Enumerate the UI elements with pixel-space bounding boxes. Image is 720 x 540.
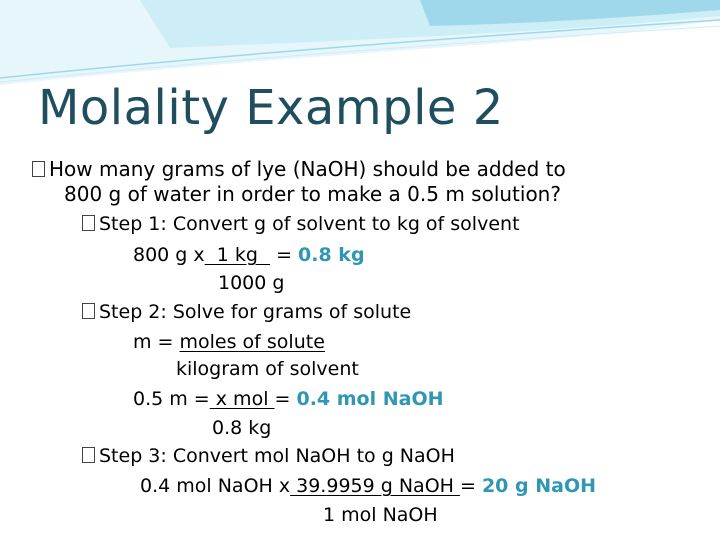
bullet-box-icon: [82, 303, 95, 319]
step1-equation: 800 g x 1 kg = 0.8 kg: [133, 244, 365, 266]
bullet-box-icon: [82, 447, 95, 463]
step2-answer: 0.4 mol NaOH: [296, 388, 444, 410]
step1-label: Step 1: Convert g of solvent to kg of solvent: [82, 212, 520, 236]
header-wave-decoration: [0, 0, 720, 90]
step3-denominator: 1 mol NaOH: [323, 504, 438, 526]
step1-answer: 0.8 kg: [298, 244, 365, 266]
question-line-2: 800 g of water in order to make a 0.5 m solution?: [64, 182, 561, 206]
step2-formula-denominator: kilogram of solvent: [176, 358, 359, 380]
slide-title: Molality Example 2: [38, 80, 504, 136]
step2-denominator: 0.8 kg: [212, 417, 272, 439]
bullet-box-icon: [82, 215, 95, 231]
step2-formula: m = moles of solute: [133, 331, 325, 353]
step2-label: Step 2: Solve for grams of solute: [82, 300, 411, 324]
step3-answer: 20 g NaOH: [481, 475, 596, 497]
bullet-box-icon: [32, 161, 45, 177]
step2-equation: 0.5 m = x mol = 0.4 mol NaOH: [133, 388, 444, 410]
step3-equation: 0.4 mol NaOH x 39.9959 g NaOH = 20 g NaOH: [140, 475, 596, 497]
question-line-1: How many grams of lye (NaOH) should be added to: [32, 157, 566, 181]
step3-label: Step 3: Convert mol NaOH to g NaOH: [82, 444, 455, 468]
step1-denominator: 1000 g: [218, 272, 285, 294]
